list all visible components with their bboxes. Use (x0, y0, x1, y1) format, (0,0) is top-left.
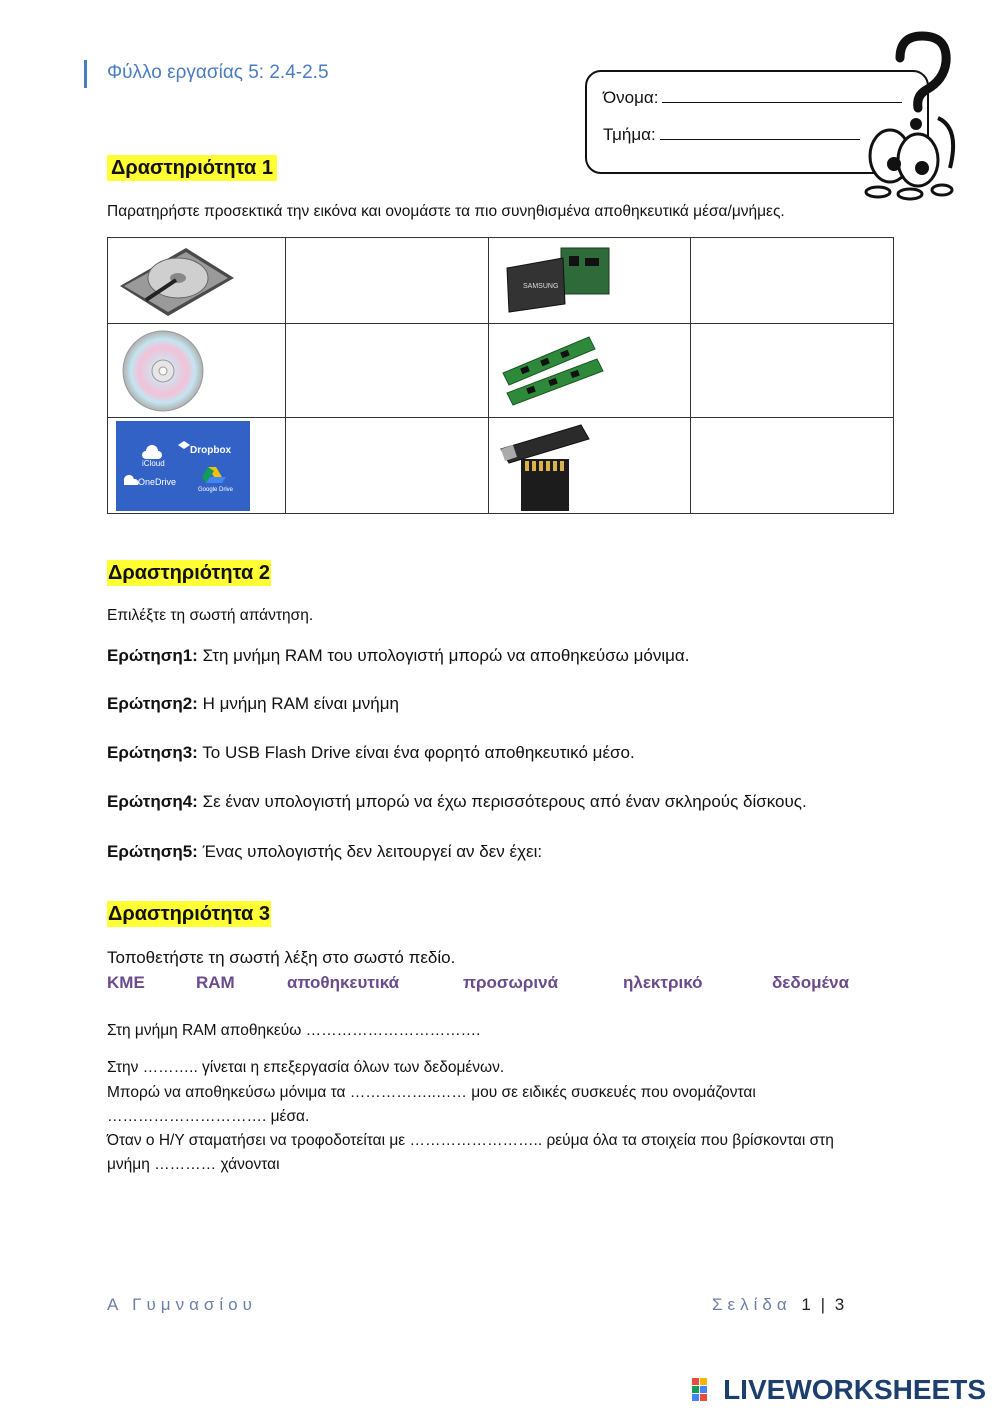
fill-sentence-3-cont: …………………………. μέσα. (107, 1108, 310, 1125)
class-label: Τμήμα: (603, 125, 656, 144)
word-bank-item[interactable]: προσωρινά (463, 973, 559, 992)
ssd-icon (505, 246, 615, 316)
storage-media-table (107, 237, 894, 514)
cloud-storage-icon (116, 421, 250, 511)
liveworksheets-brand[interactable]: LIVEWORKSHEETS (723, 1374, 986, 1405)
ram-modules-icon (501, 333, 605, 409)
cell-image-cd (108, 324, 286, 418)
google-drive-label: Google Drive (198, 486, 234, 493)
cell-image-usb-sd (489, 418, 691, 514)
hard-disk-icon (116, 242, 236, 320)
onedrive-label: OneDrive (138, 476, 177, 487)
question-mark-cartoon-icon (860, 28, 970, 208)
header-accent-bar (84, 60, 87, 88)
ssd-brand-label: SAMSUNG (523, 282, 559, 290)
page-current: 1 (801, 1295, 811, 1314)
page-total: 3 (834, 1295, 845, 1314)
answer-cell-5[interactable] (286, 418, 489, 514)
footer-page-info (712, 1295, 844, 1315)
liveworksheets-logo-icon (692, 1378, 716, 1402)
word-bank-item[interactable]: αποθηκευτικά (287, 973, 400, 992)
word-bank-item[interactable]: ΚΜΕ (107, 973, 145, 992)
activity2-heading: Δραστηριότητα 2 (108, 562, 270, 584)
name-row (603, 86, 902, 108)
fill-sentence-1: Στη μνήμη RAM αποθηκεύω ……………………………. (107, 1022, 481, 1039)
footer-class-label: Α Γυμνασίου (107, 1295, 257, 1314)
answer-cell-2[interactable] (691, 238, 894, 324)
dropbox-label: Dropbox (190, 444, 232, 456)
cell-image-cloud (108, 418, 286, 514)
fill-sentence-4-cont: μνήμη ………… χάνονται (107, 1156, 280, 1173)
answer-cell-1[interactable] (286, 238, 489, 324)
fill-sentence-2: Στην ……….. γίνεται η επεξεργασία όλων των δεδομένων. (107, 1059, 505, 1076)
name-label: Όνομα: (603, 88, 659, 107)
fill-sentence-3: Μπορώ να αποθηκεύσω μόνιμα τα ……………..…… μου σε ειδικές συσκευές που ονομάζονται (107, 1084, 756, 1101)
question-3: Ερώτηση3: Το USB Flash Drive είναι ένα φορητό αποθηκευτικό μέσο. (107, 743, 635, 762)
activity2-instruction: Επιλέξτε τη σωστή απάντηση. (107, 607, 314, 624)
question-4: Ερώτηση4: Σε έναν υπολογιστή μπορώ να έχω περισσότερους από έναν σκληρούς δίσκους. (107, 792, 807, 811)
answer-cell-4[interactable] (691, 324, 894, 418)
word-bank-item[interactable]: ηλεκτρικό (623, 973, 703, 992)
answer-cell-3[interactable] (286, 324, 489, 418)
question-1: Ερώτηση1: Στη μνήμη RAM του υπολογιστή μπορώ να αποθηκεύσω μόνιμα. (107, 646, 690, 665)
word-bank-item[interactable]: δεδομένα (772, 973, 850, 992)
page-separator: | (820, 1295, 826, 1314)
cell-image-ram (489, 324, 691, 418)
activity3-instruction: Τοποθετήστε τη σωστή λέξη στο σωστό πεδίο. (107, 948, 456, 967)
activity3-heading: Δραστηριότητα 3 (108, 903, 270, 925)
fill-sentence-4: Όταν ο Η/Υ σταματήσει να τροφοδοτείται με …………………….. ρεύμα όλα τα στοιχεία που βρίσκονται στη (107, 1132, 834, 1149)
worksheet-title: Φύλλο εργασίας 5: 2.4-2.5 (107, 62, 329, 83)
cell-image-ssd (489, 238, 691, 324)
page-label: Σελίδα (712, 1295, 792, 1314)
class-row (603, 123, 860, 145)
question-2: Ερώτηση2: Η μνήμη RAM είναι μνήμη (107, 694, 399, 713)
icloud-label: iCloud (142, 458, 165, 468)
answer-cell-6[interactable] (691, 418, 894, 514)
activity1-heading: Δραστηριότητα 1 (107, 157, 277, 180)
question-5: Ερώτηση5: Ένας υπολογιστής δεν λειτουργεί αν δεν έχει: (107, 842, 543, 861)
cell-image-hdd (108, 238, 286, 324)
word-bank-item[interactable]: RAM (196, 973, 235, 992)
cd-disc-icon (120, 328, 206, 414)
class-field[interactable] (660, 123, 860, 140)
activity1-instruction: Παρατηρήστε προσεκτικά την εικόνα και ονομάστε τα πιο συνηθισμένα αποθηκευτικά μέσα/μνήμες. (107, 203, 785, 220)
usb-sd-card-icon (499, 419, 599, 513)
